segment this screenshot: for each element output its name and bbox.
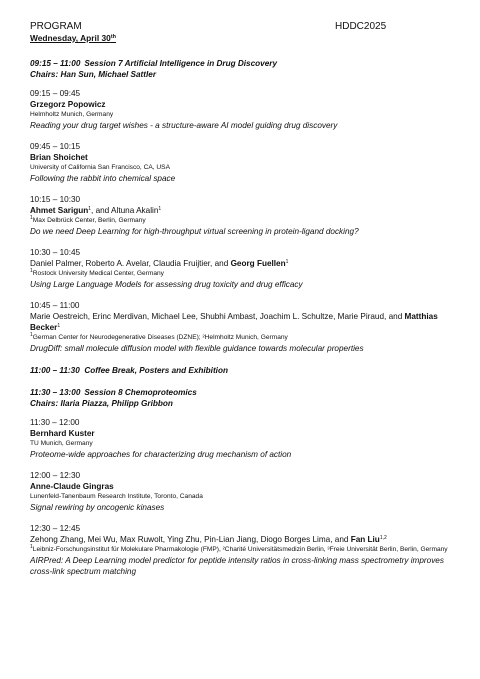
day-heading: Wednesday, April 30th [30,33,117,43]
talk-time: 10:45 – 11:00 [30,301,80,310]
session-7 [30,58,460,354]
talk-speakers: Marie Oestreich, Erinc Merdivan, Michael Lee, Shubhi Ambast, Joachim L. Schultze, Marie Piraud, and Matthias Becker$^1$ [30,312,438,332]
talk-entry [30,247,460,290]
talk-affiliation: Helmholtz Munich, Germany [30,111,114,118]
session-title: 11:30 – 13:00 Session 8 Chemoproteomics [30,388,197,397]
talk-entry [30,523,460,577]
conference-label: HDDC2025 [335,21,387,32]
talk-affiliation: $^1$German Center for Neurodegenerative Diseases (DZNE); ²Helmholtz Munich, Germany [30,332,288,341]
session-title: 09:15 – 11:00 Session 7 Artificial Intelligence in Drug Discovery [30,59,278,68]
talk-title: Signal rewiring by oncogenic kinases [30,503,165,512]
talk-affiliation: University of California San Francisco, CA, USA [30,164,170,171]
talk-entry [30,141,460,184]
talk-speaker: Brian Shoichet [30,153,88,162]
talk-entry [30,417,460,460]
talk-entry [30,194,460,237]
talk-time: 11:30 – 12:00 [30,418,80,427]
talk-title: DrugDiff: small molecule diffusion model with flexible guidance towards molecular properties [30,344,364,353]
session-chairs: Chairs: Ilaria Piazza, Philipp Gribbon [30,399,173,408]
talk-speaker: Anne-Claude Gingras [30,482,114,491]
talk-time: 12:30 – 12:45 [30,524,81,533]
coffee-break: 11:00 – 11:30 Coffee Break, Posters and Exhibition [30,366,228,375]
talk-time: 10:15 – 10:30 [30,195,81,204]
program-content [30,58,460,577]
talk-entry [30,88,460,131]
talk-affiliation: $^1$Leibniz-Forschungsinstitut für Molekulare Pharmakologie (FMP), ²Charité Universitätsmedizin Berlin, ³Freie Universität Berlin, Berlin, Germany [30,544,448,553]
talk-speakers: Daniel Palmer, Roberto A. Avelar, Claudia Fruijtier, and Georg Fuellen$^1$ [30,259,289,268]
talk-time: 12:00 – 12:30 [30,471,81,480]
talk-speaker: Grzegorz Popowicz [30,100,106,109]
talk-affiliation: TU Munich, Germany [30,440,93,447]
talk-title: Do we need Deep Learning for high-throughput virtual screening in protein-ligand docking? [30,227,359,236]
talk-time: 09:45 – 10:15 [30,142,81,151]
talk-entry [30,470,460,513]
talk-affiliation: $^1$Rostock University Medical Center, Germany [30,268,164,277]
program-label: PROGRAM [30,21,82,32]
talk-speakers: Zehong Zhang, Mei Wu, Max Ruwolt, Ying Zhu, Pin-Lian Jiang, Diogo Borges Lima, and Fan Liu$^{1,2}$ [30,535,387,544]
talk-title: AIRPred: A Deep Learning model predictor for peptide intensity ratios in cross-linking mass spectrometry improves cross-link spectrum matching [30,556,444,576]
talk-affiliation: Lunenfeld-Tanenbaum Research Institute, Toronto, Canada [30,493,203,500]
session-8 [30,387,460,577]
talk-title: Proteome-wide approaches for characterizing drug mechanism of action [30,450,292,459]
talk-time: 10:30 – 10:45 [30,248,81,257]
talk-speakers: Ahmet Sarigun$^1$, and Altuna Akalin$^1$ [30,206,162,215]
talk-entry [30,300,460,354]
talk-time: 09:15 – 09:45 [30,89,81,98]
talk-title: Reading your drug target wishes - a structure-aware AI model guiding drug discovery [30,121,338,130]
talk-speaker: Bernhard Kuster [30,429,95,438]
talk-title: Using Large Language Models for assessing drug toxicity and drug efficacy [30,280,303,289]
talk-title: Following the rabbit into chemical space [30,174,176,183]
talk-affiliation: $^1$Max Delbrück Center, Berlin, Germany [30,215,146,224]
session-chairs: Chairs: Han Sun, Michael Sattler [30,70,157,79]
